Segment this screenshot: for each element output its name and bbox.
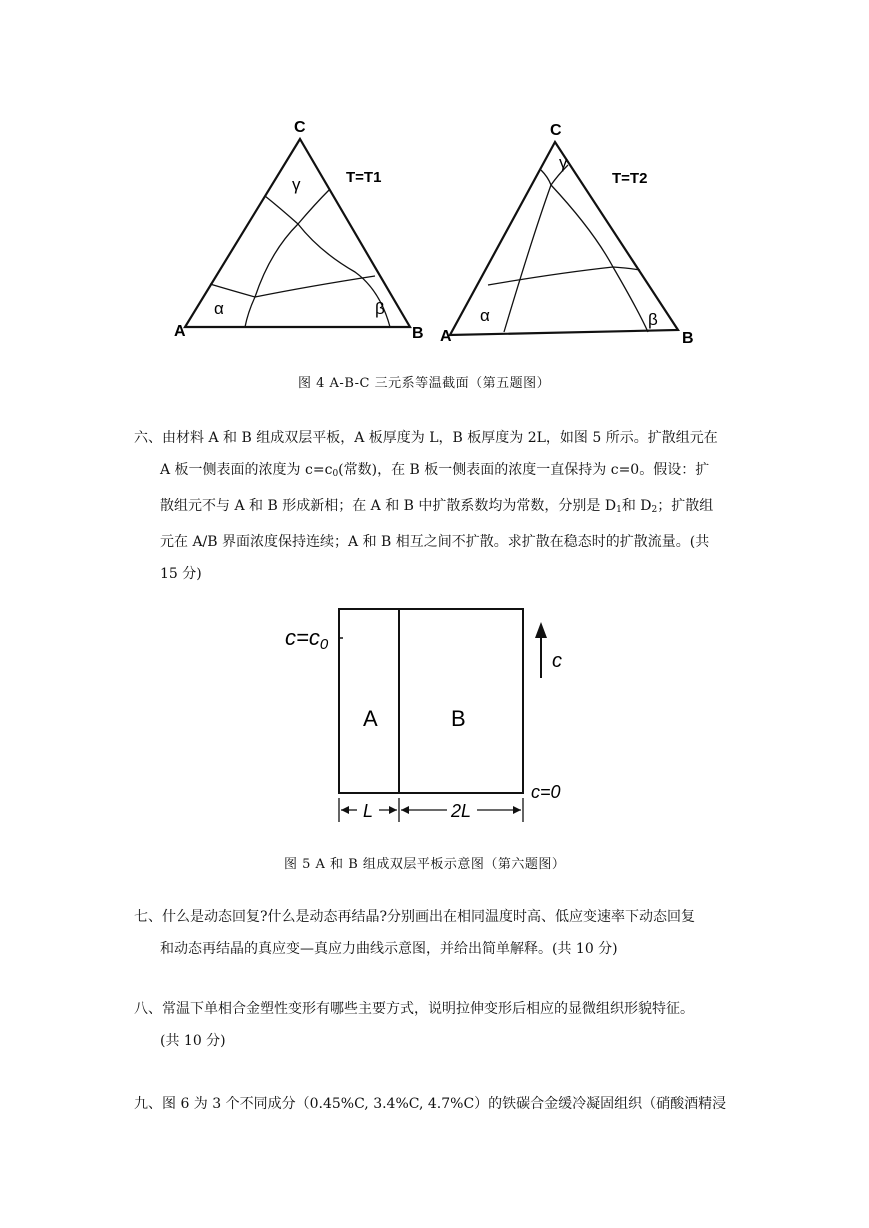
question-6 [134,422,744,590]
vertex-a-label: A [440,328,452,345]
q6-line-4: 元在 A/B 界面浓度保持连续；A 和 B 相互之间不扩散。求扩散在稳态时的扩散流量。(共 [160,534,710,550]
label-c-equals-c0: c=c0 [285,625,329,653]
phase-beta-label: β [375,299,385,318]
label-c-arrow: c [552,650,562,672]
figure4-caption: 图 4 A-B-C 三元系等温截面（第五题图） [298,376,551,391]
dimension-l-label: L [363,801,374,821]
phase-alpha-label: α [480,306,490,325]
question-9 [134,1088,744,1120]
label-b-region: B [451,706,466,731]
q6-line-3-sub2: 2 [651,505,658,515]
q6-line-3b: ；扩散组 [657,498,714,514]
phase-alpha-label: α [214,299,224,318]
question-8 [134,993,744,1057]
q6-line-2 [134,454,744,490]
q6-line-3-mid: 和 D [621,498,652,514]
label-a-region: A [363,706,378,731]
dimension-2l-label: 2L [451,801,472,821]
vertex-c-label: C [550,122,562,139]
question-7 [134,901,744,965]
q6-line-2-sub: 0 [332,469,339,479]
q6-line-2a: A 板一侧表面的浓度为 c=c [160,462,333,478]
q6-line-3 [134,490,744,526]
q6-line-3-sub1: 1 [616,505,622,515]
phase-beta-label: β [648,310,658,329]
vertex-b-label: B [412,325,424,342]
temperature-label: T=T1 [346,169,382,186]
phase-gamma-label: γ [559,153,568,172]
q7-line-1: 七、什么是动态回复?什么是动态再结晶?分别画出在相同温度时高、低应变速率下动态回复 [134,909,696,925]
vertex-b-label: B [682,330,694,345]
label-c-zero: c=0 [531,782,561,802]
temperature-label: T=T2 [612,170,648,187]
ternary-diagram-t1 [170,112,430,342]
figure5-caption: 图 5 A 和 B 组成双层平板示意图（第六题图） [284,857,566,872]
vertex-c-label: C [294,119,306,136]
q8-line-2: (共 10 分) [160,1033,226,1049]
q6-line-3a: 散组元不与 A 和 B 形成新相；在 A 和 B 中扩散系数均为常数，分别是 D [160,498,617,514]
phase-gamma-label: γ [292,175,301,194]
bilayer-plate-diagram [275,600,595,830]
ternary-diagram-t2 [438,115,708,345]
q9-line-1: 九、图 6 为 3 个不同成分（0.45%C, 3.4%C, 4.7%C）的铁碳合金缓冷凝固组织（硝酸酒精浸 [134,1096,727,1112]
q6-line-5: 15 分) [160,566,202,582]
q8-line-1: 八、常温下单相合金塑性变形有哪些主要方式，说明拉伸变形后相应的显微组织形貌特征。 [134,1001,694,1017]
q7-line-2: 和动态再结晶的真应变—真应力曲线示意图，并给出简单解释。(共 10 分) [160,941,618,957]
q6-line-1: 六、由材料 A 和 B 组成双层平板，A 板厚度为 L，B 板厚度为 2L，如图 5 所示。扩散组元在 [134,430,718,446]
vertex-a-label: A [174,323,186,340]
q6-line-2b: (常数)，在 B 板一侧表面的浓度一直保持为 c=0。假设：扩 [338,462,710,478]
